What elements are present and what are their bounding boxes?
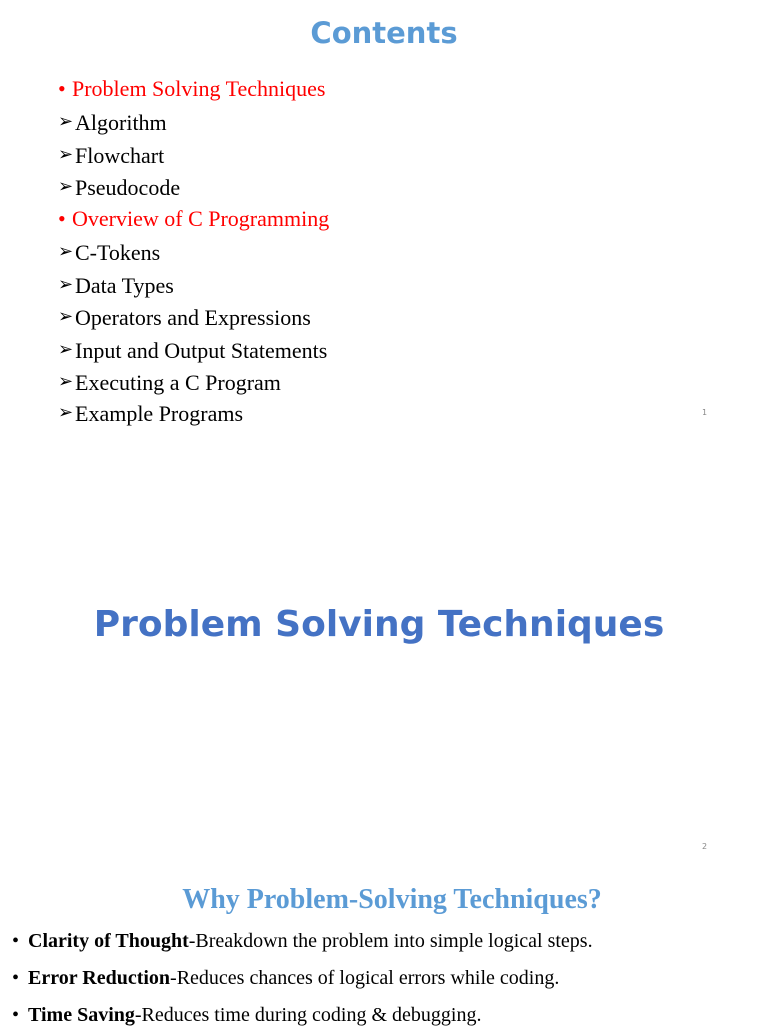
toc-item-pseudocode (58, 173, 180, 201)
toc-item-c-tokens (58, 238, 160, 266)
toc-label: Executing a C Program (75, 370, 281, 395)
contents-title: Contents (310, 16, 458, 50)
toc-item-example-programs (58, 399, 243, 427)
why-desc: -Reduces chances of logical errors while coding. (170, 967, 560, 989)
toc-label: Problem Solving Techniques (72, 76, 326, 101)
bullet-icon: • (12, 930, 20, 952)
why-title: Why Problem-Solving Techniques? (182, 884, 602, 915)
toc-item-operators (58, 303, 311, 331)
why-desc: -Breakdown the problem into simple logical steps. (188, 930, 593, 952)
bullet-icon: • (58, 206, 66, 231)
toc-label: Pseudocode (75, 175, 181, 200)
toc-item-executing (58, 368, 281, 396)
toc-item-flowchart (58, 141, 164, 169)
why-term: Clarity of Thought (28, 930, 189, 952)
slide-section-title (0, 434, 768, 868)
toc-label: Algorithm (75, 110, 167, 135)
why-item-error-reduction (12, 966, 559, 990)
arrow-bullet-icon: ➢ (58, 176, 74, 196)
toc-label: C-Tokens (75, 240, 161, 265)
toc-item-data-types (58, 271, 174, 299)
toc-topic-problem-solving (58, 76, 325, 102)
why-item-time-saving (12, 1003, 481, 1027)
toc-label: Example Programs (75, 401, 244, 426)
slide-contents (0, 0, 768, 434)
toc-label: Input and Output Statements (75, 338, 328, 363)
arrow-bullet-icon: ➢ (58, 274, 74, 294)
bullet-icon: • (12, 967, 20, 989)
section-title: Problem Solving Techniques (93, 604, 665, 645)
slide-why-techniques (0, 868, 768, 1024)
toc-item-algorithm (58, 108, 167, 136)
arrow-bullet-icon: ➢ (58, 306, 74, 326)
page-number: 1 (702, 408, 708, 417)
toc-label: Operators and Expressions (75, 305, 311, 330)
toc-label: Data Types (75, 273, 174, 298)
why-term: Error Reduction (28, 967, 171, 989)
bullet-icon: • (12, 1004, 20, 1026)
why-desc: -Reduces time during coding & debugging. (134, 1004, 482, 1026)
page-number: 2 (702, 842, 708, 851)
arrow-bullet-icon: ➢ (58, 339, 74, 359)
arrow-bullet-icon: ➢ (58, 371, 74, 391)
arrow-bullet-icon: ➢ (58, 402, 74, 422)
bullet-icon: • (58, 76, 66, 101)
arrow-bullet-icon: ➢ (58, 111, 74, 131)
why-term: Time Saving (28, 1004, 135, 1026)
arrow-bullet-icon: ➢ (58, 144, 74, 164)
arrow-bullet-icon: ➢ (58, 241, 74, 261)
toc-label: Overview of C Programming (72, 206, 330, 231)
toc-topic-overview-c (58, 206, 329, 232)
toc-item-input-output (58, 336, 327, 364)
why-item-clarity (12, 929, 593, 953)
toc-label: Flowchart (75, 143, 165, 168)
